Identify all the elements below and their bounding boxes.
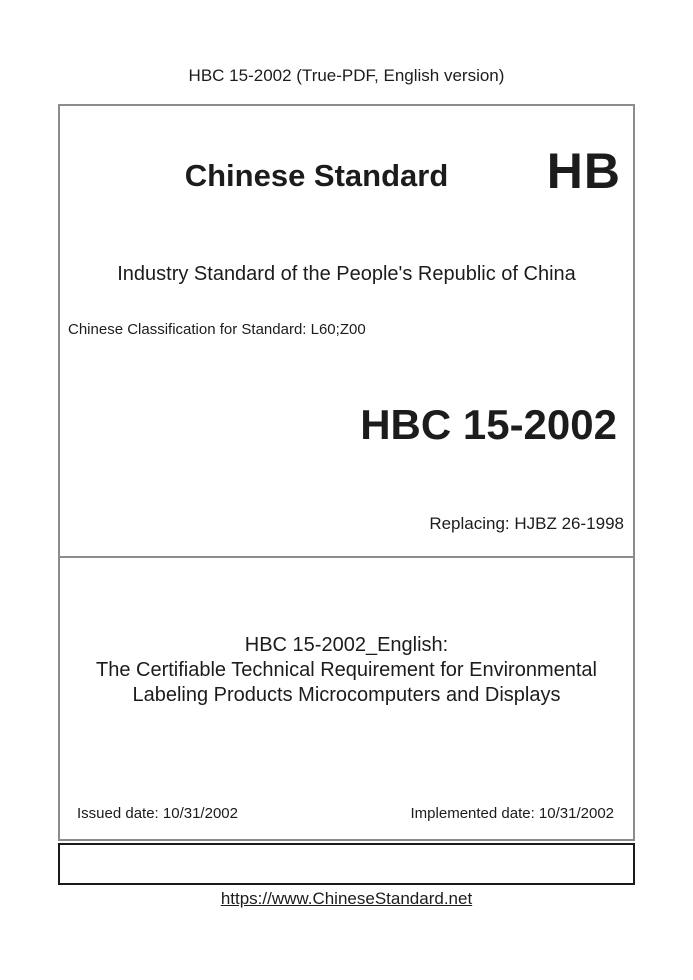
document-title-line2: The Certifiable Technical Requirement for Environmental [96,659,597,681]
industry-standard-subtitle: Industry Standard of the People's Republic of China [117,263,576,285]
hb-logo: HB [546,143,621,199]
standard-number: HBC 15-2002 [360,401,617,448]
section-divider [58,556,635,558]
document-title-line3: Labeling Products Microcomputers and Displays [132,684,561,706]
cover-box [58,104,635,841]
standard-type-heading: Chinese Standard [184,158,449,193]
page-header-title: HBC 15-2002 (True-PDF, English version) [188,66,505,85]
document-title-line1: HBC 15-2002_English: [244,634,449,656]
classification-code: Chinese Classification for Standard: L60;Z00 [68,321,366,338]
replacing-note: Replacing: HJBZ 26-1998 [429,514,624,533]
dates-row [77,805,614,822]
implemented-date: Implemented date: 10/31/2002 [410,805,614,822]
document-title-block [60,633,633,708]
footer-url [0,889,693,909]
empty-footer-box [58,843,635,885]
issued-date: Issued date: 10/31/2002 [77,805,238,822]
website-link[interactable]: https://www.ChineseStandard.net [220,889,473,908]
